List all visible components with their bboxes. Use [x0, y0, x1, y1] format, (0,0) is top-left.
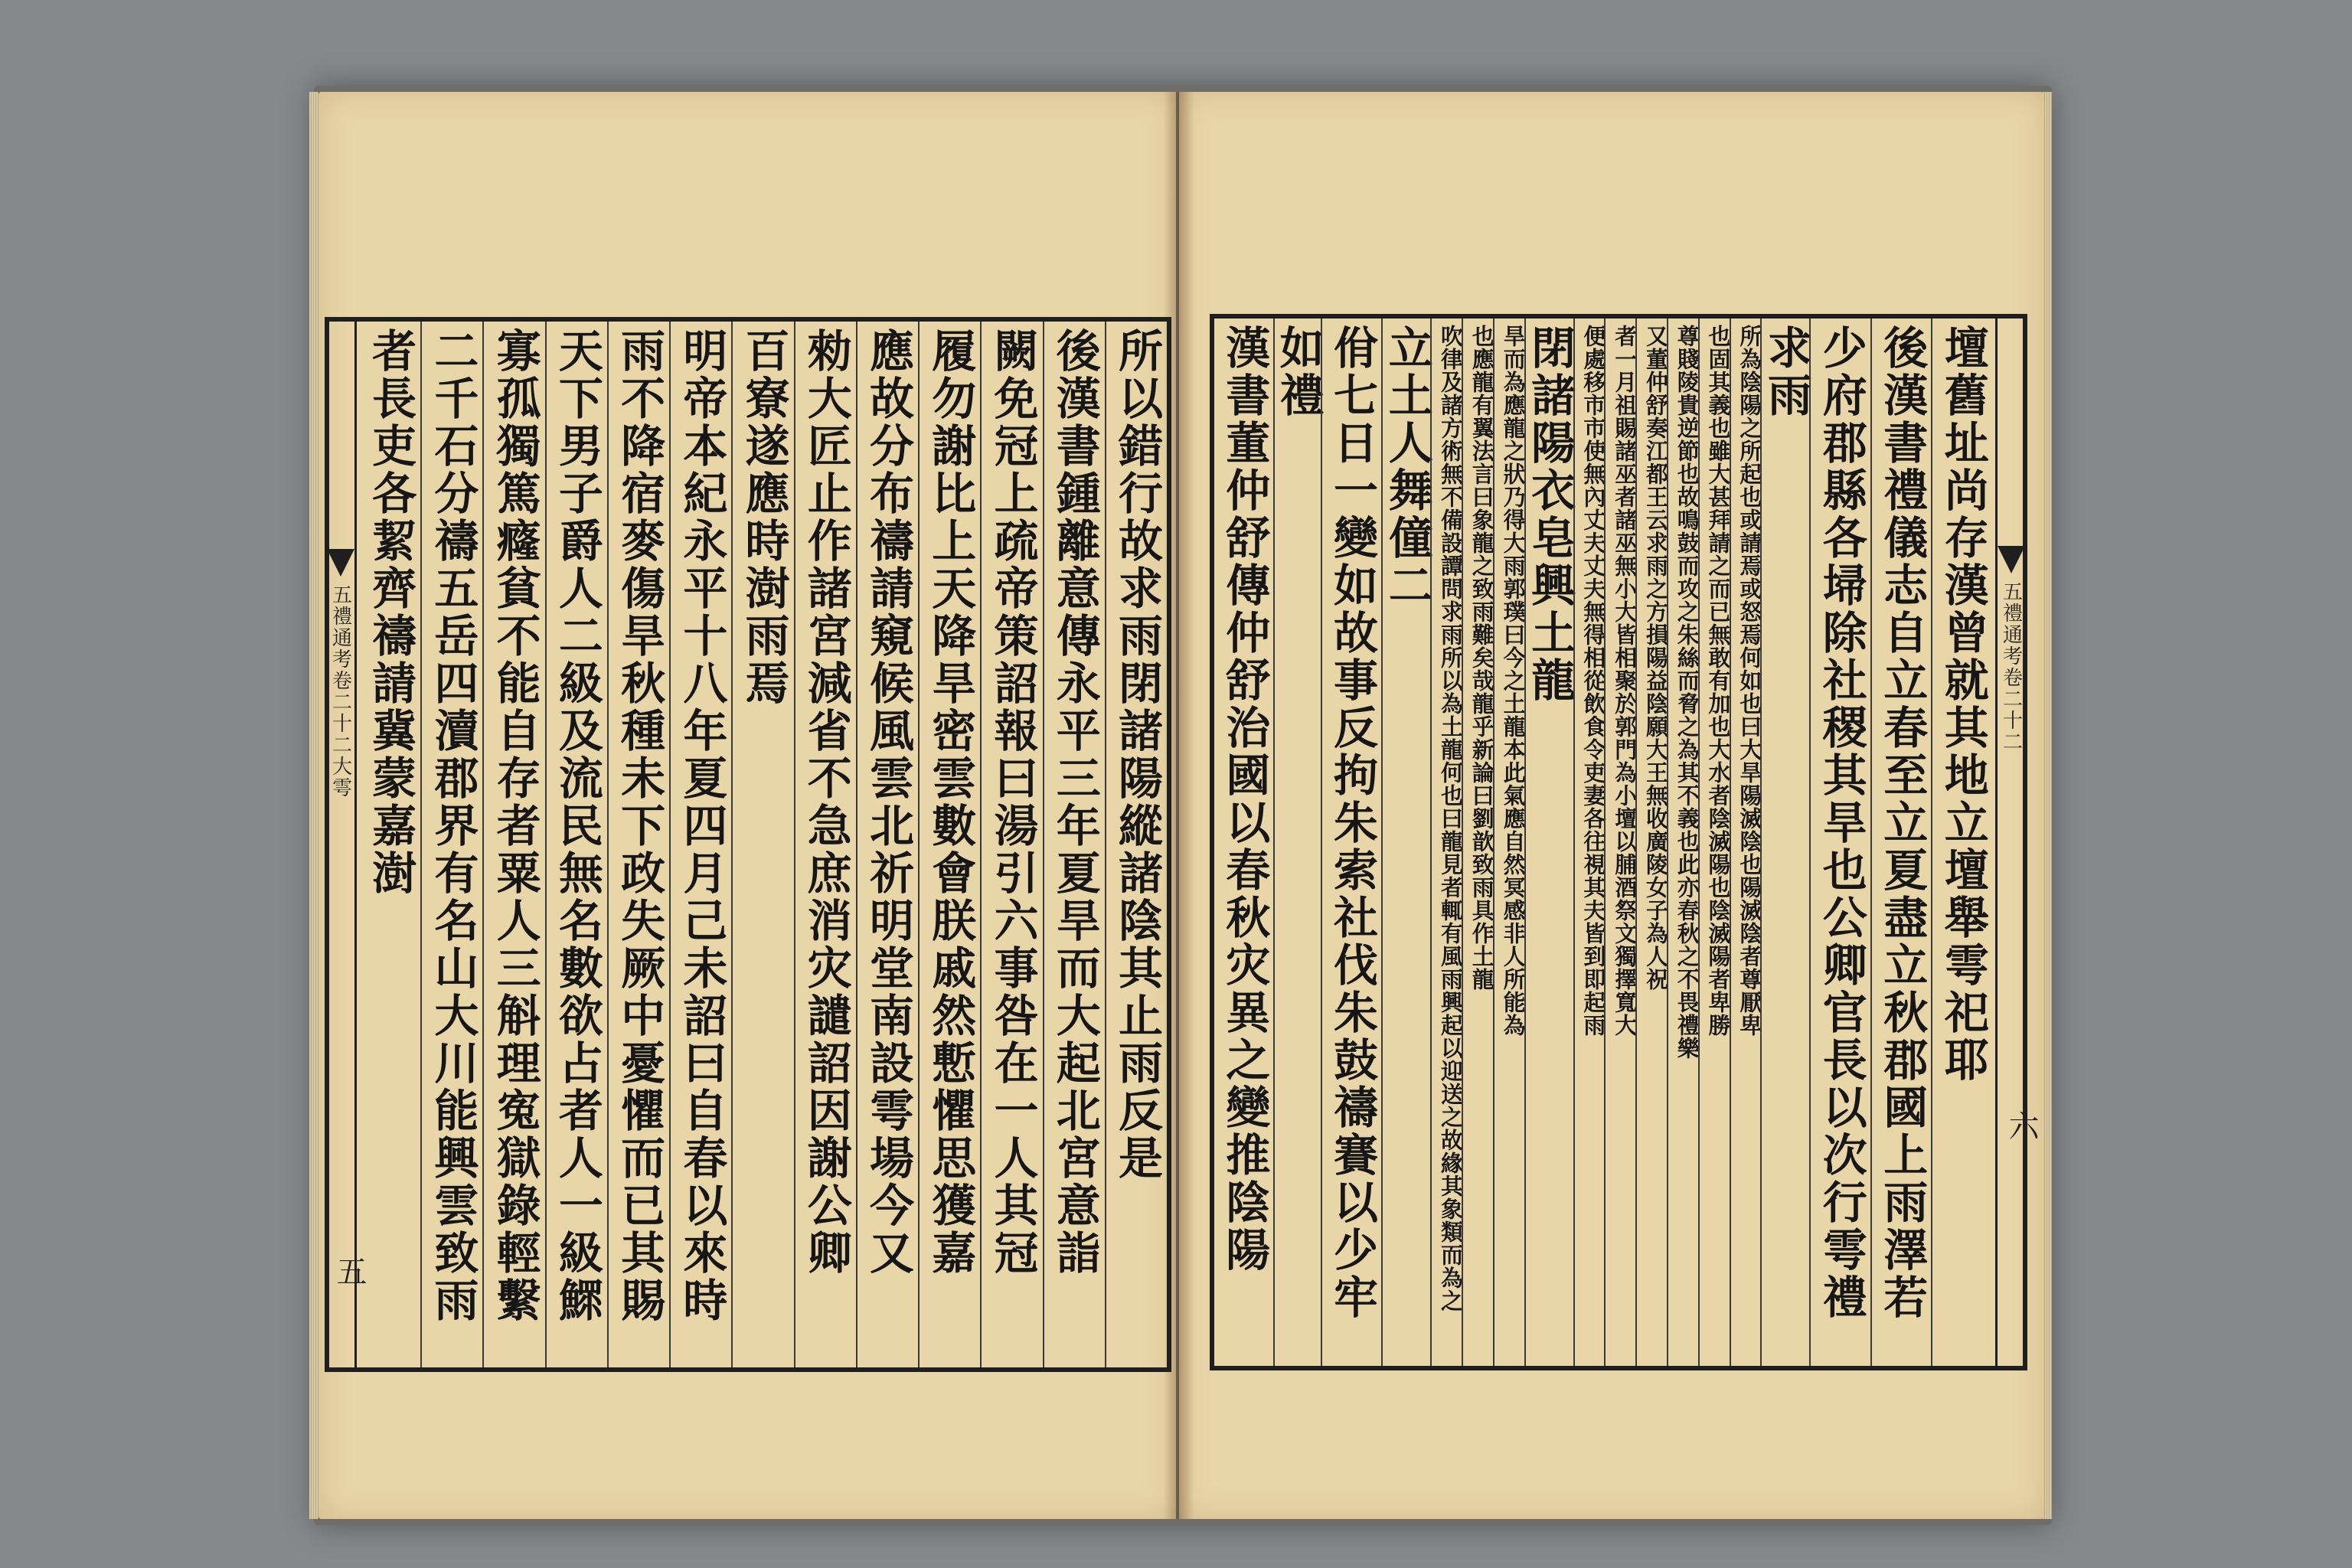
text-column: [1524, 318, 1576, 1366]
column-text: 漢書董仲舒傳仲舒治國以春秋灾異之變推陰陽: [1218, 325, 1271, 1274]
annotation-column: [1493, 318, 1527, 1366]
left-text-frame: [325, 317, 1171, 1372]
column-text: 百寮遂應時澍雨焉: [737, 328, 790, 707]
text-column: [1870, 318, 1932, 1366]
right-text-frame: [1210, 314, 2027, 1370]
column-text: 少府郡縣各埽除社稷其旱也公卿官長以次行雩禮: [1815, 325, 1867, 1321]
right-banxin: [1995, 314, 2027, 1369]
annotation-text: 者一月祖賜諸巫者諸巫無小大皆相聚於郭門為小壇以脯酒祭文獨擇寬大: [1612, 325, 1638, 1037]
text-column: [607, 322, 669, 1367]
text-column: [731, 322, 793, 1367]
column-text: 履勿謝比上天降旱密雲數會朕戚然慙懼思獲嘉: [924, 328, 977, 1277]
column-text: 天下男子爵人二級及流民無名數欲占者人一級鰥: [550, 328, 603, 1325]
fish-tail-mark: [327, 549, 354, 577]
annotation-column: [1698, 318, 1730, 1366]
annotation-column: [1573, 318, 1605, 1366]
column-text: 後漢書鍾離意傳永平三年夏旱而大起北宮意詣: [1048, 328, 1101, 1277]
annotation-column: [1462, 318, 1493, 1366]
text-column: [669, 322, 731, 1367]
column-text: 雨不降宿麥傷旱秋種未下政失厥中憂懼而已其賜: [613, 328, 666, 1325]
annotation-column: [1604, 318, 1638, 1366]
column-text: 立土人舞僮二: [1380, 325, 1433, 609]
annotation-text: 也應龍有翼法言曰象龍之致雨難矣哉龍乎新論曰劉歆致雨具作土龍: [1468, 325, 1495, 991]
column-text: 二千石分禱五岳四瀆郡界有名山大川能興雲致雨: [426, 328, 479, 1325]
annotation-column: [1730, 318, 1761, 1366]
text-column: [1380, 318, 1433, 1366]
text-column: [1272, 318, 1325, 1366]
fish-tail-mark: [1998, 546, 2025, 573]
text-column: [1105, 322, 1167, 1367]
column-text: 後漢書禮儀志自立春至立夏盡立秋郡國上雨澤若: [1876, 325, 1929, 1321]
column-text: 應故分布禱請窺候風雲北祈明堂南設雩場今又: [862, 328, 915, 1277]
text-column: [420, 322, 482, 1367]
column-text: 如禮: [1272, 325, 1325, 420]
annotation-text: 也固其義也雖大甚拜請之而已無敢有加也大水者陰滅陽也陰滅陽者卑勝: [1705, 325, 1732, 1037]
text-column: [856, 322, 918, 1367]
column-text: 者長吏各絜齊禱請冀蒙嘉澍: [364, 328, 417, 897]
column-text: 明帝本紀永平十八年夏四月己未詔曰自春以來時: [675, 328, 728, 1325]
text-column: [1931, 318, 1992, 1366]
column-text: 闕免冠上疏帝策詔報曰湯引六事咎在一人其冠: [986, 328, 1039, 1277]
annotation-text: 又董仲舒奏江都王云求雨之方損陽益陰願大王無收廣陵女子為人祝: [1642, 325, 1669, 991]
banxin-title: 五禮通考卷二十二: [1999, 581, 2023, 753]
column-text: 寡孤獨篤癃貧不能自存者粟人三斛理寃獄錄輕繫: [488, 328, 541, 1325]
text-column: [1759, 318, 1812, 1366]
annotation-text: 尊賤陵貴逆節也故鳴鼓而攻之朱絲而脅之為其不義也此亦春秋之不畏禮樂: [1674, 325, 1700, 1060]
column-text: 壇舊址尚存漢曾就其地立壇舉雩祀耶: [1936, 325, 1989, 1084]
annotation-text: 便處移市市使無內丈夫丈夫無得相從飲食令吏妻各往視其夫皆到即起雨: [1580, 325, 1607, 1037]
column-text: 閉諸陽衣皂興土龍: [1524, 325, 1576, 704]
text-column: [482, 322, 544, 1367]
text-column: [918, 322, 980, 1367]
annotation-column: [1635, 318, 1667, 1366]
column-text: 求雨: [1759, 325, 1812, 420]
annotation-text: 旱而為應龍之狀乃得大雨郭璞曰今之土龍本此氣應自然冥感非人所能為: [1500, 325, 1527, 1037]
column-text: 佾七日一變如故事反拘朱索社伐朱鼓禱賽以少牢: [1325, 325, 1378, 1321]
leaf-number: 六: [2004, 1110, 2039, 1141]
annotation-column: [1667, 318, 1698, 1366]
banxin-title: 五禮通考卷二十二大雩: [328, 584, 352, 799]
text-column: [360, 322, 420, 1367]
annotation-text: 吹律及諸方術無不備設譚問求雨所以為土龍何也曰龍見者輒有風雨興起以迎送之故緣其象類而為之: [1438, 325, 1465, 1312]
text-column: [545, 322, 607, 1367]
text-column: [1214, 318, 1274, 1366]
left-banxin: [325, 317, 357, 1372]
text-column: [1043, 322, 1105, 1367]
column-text: 所以錯行故求雨閉諸陽縱諸陰其止雨反是: [1110, 328, 1163, 1182]
text-column: [980, 322, 1042, 1367]
page-edges-left: [309, 92, 318, 1519]
column-text: 勑大匠止作諸宮減省不急庶消灾譴詔因謝公卿: [799, 328, 852, 1277]
leaf-number: 五: [332, 1256, 367, 1286]
text-column: [1809, 318, 1870, 1366]
annotation-text: 所為陰陽之所起也或請焉或怒焉何如也曰大旱陽滅陰也陽滅陰者尊厭卑: [1736, 325, 1763, 1037]
text-column: [1321, 318, 1382, 1366]
annotation-column: [1430, 318, 1465, 1366]
text-column: [794, 322, 856, 1367]
